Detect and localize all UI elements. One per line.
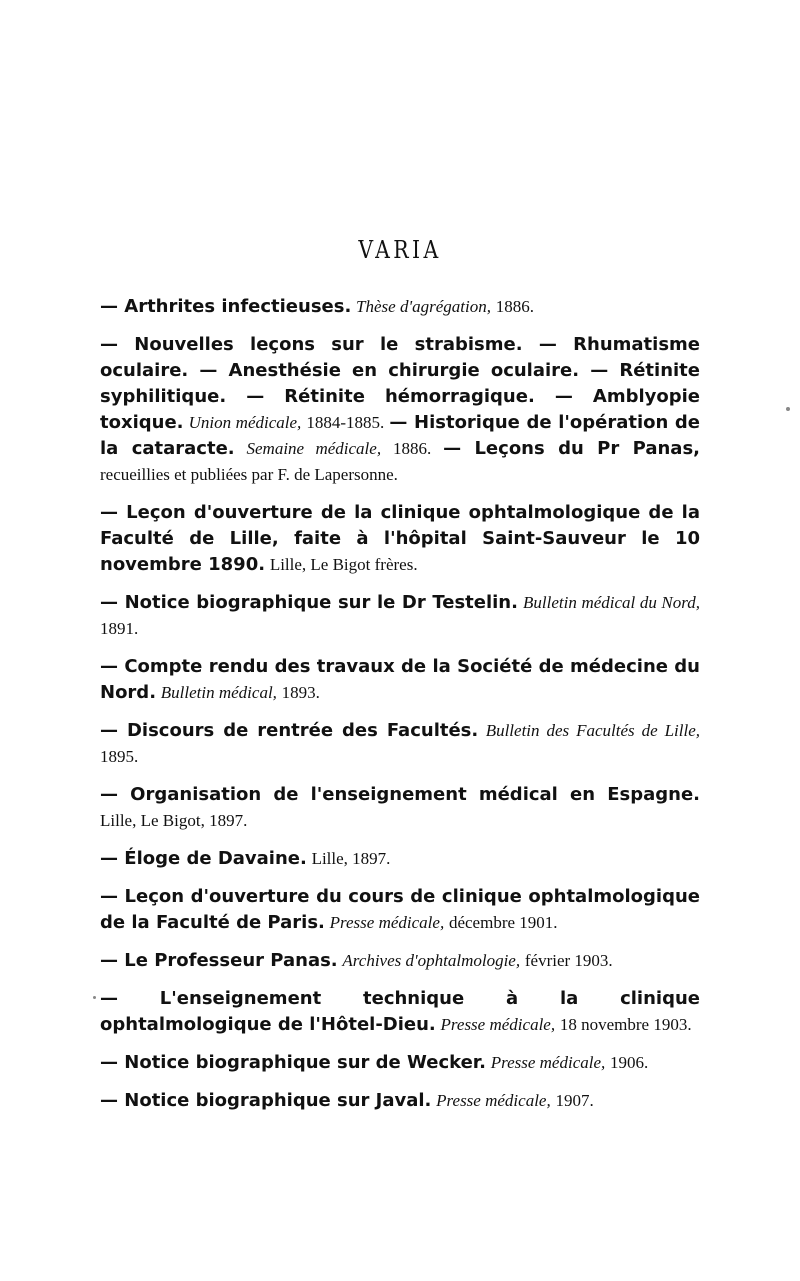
page-title: VARIA bbox=[358, 236, 442, 264]
entry-9 bbox=[100, 884, 700, 936]
entry-12 bbox=[100, 1050, 700, 1076]
entry-title: — Notice biographique sur de Wecker. bbox=[100, 1052, 486, 1073]
entry-7 bbox=[100, 782, 700, 834]
entry-publication-2: Semaine médicale, bbox=[246, 439, 382, 458]
entry-title: — Notice biographique sur Javal. bbox=[100, 1090, 432, 1111]
entry-publication: Presse médicale, bbox=[440, 1015, 556, 1034]
entry-publication: Bulletin médical, bbox=[160, 683, 277, 702]
entry-1 bbox=[100, 294, 700, 320]
entry-4 bbox=[100, 590, 700, 642]
entry-info: 1895. bbox=[100, 747, 139, 766]
entry-info: 1906. bbox=[610, 1053, 649, 1072]
entry-13 bbox=[100, 1088, 700, 1114]
entry-11 bbox=[100, 986, 700, 1038]
entry-title: — L'enseignement technique à la clinique ophtalmologique de l'Hôtel-Dieu. bbox=[100, 988, 700, 1035]
entry-publication: Thèse d'agrégation, bbox=[356, 297, 491, 316]
entry-3 bbox=[100, 500, 700, 578]
entry-title: — Notice biographique sur le Dr Testelin. bbox=[100, 592, 518, 613]
entry-title: — Le Professeur Panas. bbox=[100, 950, 338, 971]
bibliography-list bbox=[100, 294, 700, 1126]
entry-10 bbox=[100, 948, 700, 974]
entry-info: 1893. bbox=[281, 683, 320, 702]
entry-info-3: recueillies et publiées par F. de Lapersonne. bbox=[100, 465, 398, 484]
entry-title: — Organisation de l'enseignement médical en Espagne. bbox=[100, 784, 700, 805]
entry-info: 1891. bbox=[100, 619, 139, 638]
entry-publication: Archives d'ophtalmologie, bbox=[342, 951, 521, 970]
entry-title: — Compte rendu des travaux de la Société de médecine du Nord. bbox=[100, 656, 700, 703]
entry-info: décembre 1901. bbox=[448, 913, 558, 932]
entry-title: — Éloge de Davaine. bbox=[100, 848, 307, 869]
entry-info: 18 novembre 1903. bbox=[559, 1015, 692, 1034]
entry-info: février 1903. bbox=[524, 951, 613, 970]
entry-info-2: 1886. bbox=[392, 439, 432, 458]
entry-info: 1884-1885. bbox=[306, 413, 385, 432]
entry-8 bbox=[100, 846, 700, 872]
entry-publication: Bulletin médical du Nord, bbox=[523, 593, 700, 612]
entry-5 bbox=[100, 654, 700, 706]
paper-speck bbox=[786, 407, 790, 411]
entry-publication: Union médicale, bbox=[188, 413, 302, 432]
entry-title: — Leçon d'ouverture du cours de clinique ophtalmologique de la Faculté de Paris. bbox=[100, 886, 700, 933]
entry-2 bbox=[100, 332, 700, 488]
entry-publication: Presse médicale, bbox=[436, 1091, 551, 1110]
entry-publication: Bulletin des Facultés de Lille, bbox=[485, 721, 701, 740]
entry-info: 1886. bbox=[495, 297, 534, 316]
entry-info: Lille, Le Bigot, 1897. bbox=[100, 811, 248, 830]
paper-speck bbox=[93, 996, 96, 999]
entry-info: Lille, Le Bigot frères. bbox=[269, 555, 418, 574]
entry-info: Lille, 1897. bbox=[311, 849, 391, 868]
entry-publication: Presse médicale, bbox=[490, 1053, 606, 1072]
entry-title-2: — Historique de l'opération de la cataracte. bbox=[100, 412, 701, 459]
entry-title: — Discours de rentrée des Facultés. bbox=[100, 720, 479, 741]
entry-6 bbox=[100, 718, 700, 770]
entry-title: — Leçon d'ouverture de la clinique ophtalmologique de la Faculté de Lille, faite à l'hôpital Saint-Sauveur le 10 novembre 1890. bbox=[100, 502, 700, 575]
entry-title-3: — Leçons du Pr Panas, bbox=[443, 438, 701, 459]
entry-info: 1907. bbox=[555, 1091, 594, 1110]
entry-publication: Presse médicale, bbox=[329, 913, 445, 932]
entry-title: — Arthrites infectieuses. bbox=[100, 296, 352, 317]
entry-title: — Nouvelles leçons sur le strabisme. — Rhumatisme oculaire. — Anesthésie en chirurgie oculaire. — Rétinite syphilitique. — Rétinite hémorragique. — Amblyopie toxique. bbox=[100, 334, 700, 433]
